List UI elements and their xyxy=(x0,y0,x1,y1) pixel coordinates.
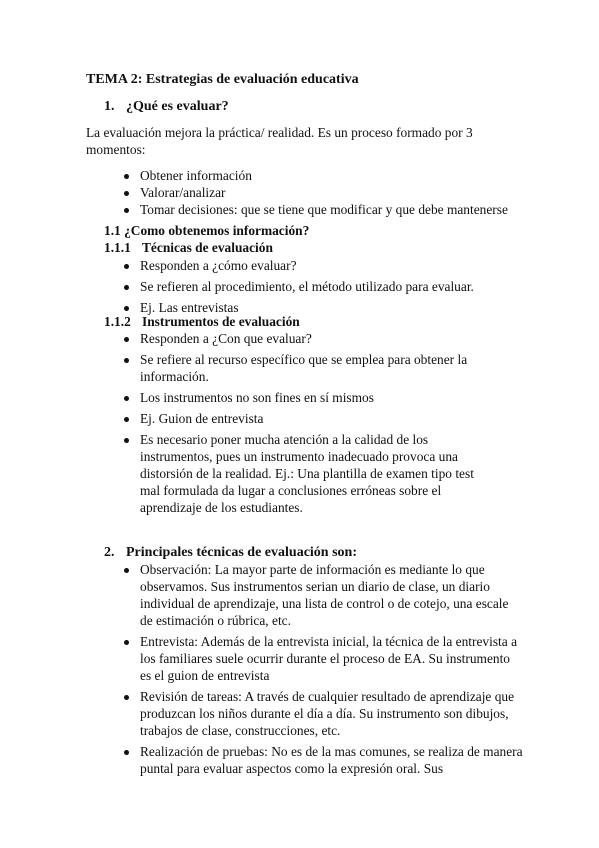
section-2-title: Principales técnicas de evaluación son: xyxy=(126,545,357,560)
list-item-text: Los instrumentos no son fines en sí mismos xyxy=(140,390,374,405)
list-item-text: Responden a ¿Con que evaluar? xyxy=(140,331,312,346)
document-title: TEMA 2: Estrategias de evaluación educativa xyxy=(86,72,359,87)
subsection-1-1-1-title: Técnicas de evaluación xyxy=(142,240,273,255)
list-item xyxy=(122,278,522,295)
bullet-icon xyxy=(124,285,129,290)
list-item-text: Ej. Guion de entrevista xyxy=(140,411,264,426)
list-item xyxy=(122,351,494,385)
section-2-heading xyxy=(104,544,357,561)
list-item-text: Es necesario poner mucha atención a la calidad de los instrumentos, pues un instrumento inadecuado provoca una distorsión de la realidad. Ej.: Una plantilla de examen tipo test mal formulada da lugar a conclusiones erróneas sobre el aprendizaje de los estudiantes. xyxy=(140,432,474,515)
section-2-bullet-list xyxy=(122,561,524,777)
list-item-text: Responden a ¿cómo evaluar? xyxy=(140,258,297,273)
subsection-1-1-2-number: 1.1.2 xyxy=(104,314,131,329)
subsection-1-1-1-number: 1.1.1 xyxy=(104,240,131,255)
list-item-text: Observación: La mayor parte de información es mediante lo que observamos. Sus instrumentos serian un diario de clase, un diario individual de aprendizaje, una lista de control o de cotejo, una escale de estimación o rúbrica, etc. xyxy=(140,562,509,628)
list-item xyxy=(122,184,522,201)
bullet-icon xyxy=(124,417,129,422)
list-item-text: Tomar decisiones: que se tiene que modificar y que debe mantenerse xyxy=(140,202,508,217)
section-2-number: 2. xyxy=(104,545,115,560)
bullet-icon xyxy=(124,358,129,363)
list-item-text: Obtener información xyxy=(140,168,252,183)
list-item xyxy=(122,201,522,218)
list-item xyxy=(122,167,522,184)
bullet-icon xyxy=(124,191,129,196)
list-item-text: Se refieren al procedimiento, el método utilizado para evaluar. xyxy=(140,279,474,294)
section-1-intro: La evaluación mejora la práctica/ realidad. Es un proceso formado por 3 momentos: xyxy=(86,125,473,157)
list-item-text: Entrevista: Además de la entrevista inicial, la técnica de la entrevista a los familiares suele ocurrir durante el proceso de EA. Su instrumento es el guion de entrevista xyxy=(140,634,518,683)
subsection-1-1-2-title: Instrumentos de evaluación xyxy=(142,314,300,329)
bullet-icon xyxy=(124,396,129,401)
subsection-1-1-1-bullet-list xyxy=(122,257,522,316)
bullet-icon xyxy=(124,640,129,645)
subsection-1-1-2-bullet-list xyxy=(122,330,494,516)
bullet-icon xyxy=(124,208,129,213)
list-item xyxy=(122,743,524,777)
bullet-icon xyxy=(124,306,129,311)
list-item-text: Valorar/analizar xyxy=(140,185,226,200)
subsection-1-1-1-heading xyxy=(104,239,273,256)
list-item xyxy=(122,561,524,629)
bullet-icon xyxy=(124,438,129,443)
section-1-title: ¿Qué es evaluar? xyxy=(126,99,229,114)
bullet-icon xyxy=(124,695,129,700)
list-item xyxy=(122,389,494,406)
bullet-icon xyxy=(124,174,129,179)
section-1-heading xyxy=(104,98,229,115)
section-1-bullet-list xyxy=(122,167,522,218)
list-item xyxy=(122,688,524,739)
subsection-1-1-heading: 1.1 ¿Como obtenemos información? xyxy=(104,223,310,238)
bullet-icon xyxy=(124,337,129,342)
list-item xyxy=(122,330,494,347)
bullet-icon xyxy=(124,264,129,269)
list-item-text: Revisión de tareas: A través de cualquier resultado de aprendizaje que produzcan los niños durante el día a día. Su instrumento son dibujos, trabajos de clase, construcciones, etc. xyxy=(140,689,515,738)
subsection-1-1-2-heading xyxy=(104,313,300,330)
list-item xyxy=(122,257,522,274)
bullet-icon xyxy=(124,568,129,573)
list-item-text: Realización de pruebas: No es de la mas comunes, se realiza de manera puntal para evaluar aspectos como la expresión oral. Sus xyxy=(140,744,523,776)
list-item xyxy=(122,410,494,427)
section-1-number: 1. xyxy=(104,99,115,114)
list-item xyxy=(122,431,494,516)
list-item-text: Se refiere al recurso específico que se emplea para obtener la información. xyxy=(140,352,468,384)
bullet-icon xyxy=(124,750,129,755)
list-item-text: Ej. Las entrevistas xyxy=(140,300,239,315)
list-item xyxy=(122,633,524,684)
